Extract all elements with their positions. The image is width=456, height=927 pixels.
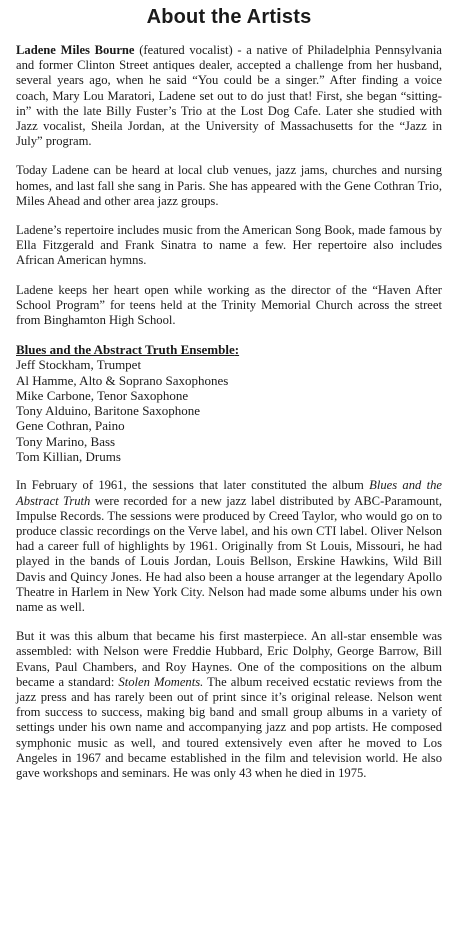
ensemble-member: Jeff Stockham, Trumpet [16, 357, 142, 373]
ensemble-heading-colon: : [234, 342, 240, 358]
bourne-paragraph-1 [16, 43, 442, 149]
album-title: Blues and the Abstract Truth [16, 478, 442, 508]
ensemble-paragraph-2-text-a: But it was this album that became his first masterpiece. An all-star ensemble was assembled: with Nelson were Freddie Hubbard, Eric Dolphy, George Barrow, Bill Evans, Paul Chambers, and Roy Haynes. One of the compositions on the album became a standard: [16, 629, 442, 689]
ensemble-member: Al Hamme, Alto & Soprano Saxophones [16, 372, 229, 388]
artist-name: Ladene Miles Bourne [16, 43, 135, 57]
ensemble-member: Tony Alduino, Baritone Saxophone [16, 403, 200, 419]
ensemble-paragraph-2-text-b: The album received ecstatic reviews from the jazz press and has rarely been out of print since it’s original release. Nelson went from success to success, making big band and small group albums in a variety of settings under his own name and accompanying jazz and pop artists. He composed symphonic music as well, and toured extensively even after he moved to Los Angeles in 1967 and became established in the film and television world. He also gave workshops and seminars. He was only 43 when he died in 1975. [16, 674, 442, 780]
page-title: About the Artists [146, 6, 312, 28]
ensemble-paragraph-1-text-a: In February of 1961, the sessions that later constituted the album [16, 478, 370, 493]
ensemble-member-list [16, 357, 442, 464]
ensemble-paragraph-1 [16, 478, 442, 615]
bourne-paragraph-2: Today Ladene can be heard at local club venues, jazz jams, churches and nursing homes, and last fall she sang in Paris. She has appeared with the Gene Cothran Trio, Miles Ahead and other area jazz groups. [16, 163, 442, 208]
bourne-paragraph-4: Ladene keeps her heart open while working as the director of the “Haven After School Program” for teens held at the Trinity Memorial Church across the street from Binghamton High School. [16, 282, 442, 328]
song-title: Stolen Moments. [118, 674, 204, 689]
ensemble-member: Mike Carbone, Tenor Saxophone [16, 387, 189, 403]
document-page [16, 6, 442, 795]
ensemble-paragraph-2 [16, 629, 442, 781]
ensemble-paragraph-1-text-b: were recorded for a new jazz label distributed by ABC-Paramount, Impulse Records. The sessions were produced by Creed Taylor, who would go on to produce classic recordings on the Verve label, and his own CTI label. Oliver Nelson had a career full of highlights by 1961. Originally from St Louis, Missouri, he had played in the bands of Louis Jordan, Louis Bellson, Erskine Hawkins, Wild Bill Davis and Quincy Jones. He had also been a house arranger at the legendary Apollo Theatre in Harlem in New York City. Nelson had made some albums under his own name as well. [16, 493, 442, 614]
ensemble-member: Tony Marino, Bass [16, 433, 116, 449]
ensemble-member: Tom Killian, Drums [16, 449, 121, 465]
ensemble-member: Gene Cothran, Paino [16, 418, 125, 434]
bourne-paragraph-1-text: (featured vocalist) - a native of Philadelphia Pennsylvania and former Clinton Street antiques dealer, accepted a challenge from her husband, several years ago, when he said “You could be a singer.” After finding a voice coach, Mary Lou Maratori, Ladene set out to do just that! First, she began “sitting-in” with the late Billy Fuster’s Trio at the Lost Dog Cafe. Later she studied with Jazz vocalist, Sheila Jordan, at the University of Massachusetts for the “Jazz in July” program. [16, 43, 442, 149]
ensemble-heading [16, 342, 442, 357]
ensemble-heading-text: Blues and the Abstract Truth Ensemble [16, 342, 235, 358]
bourne-paragraph-3: Ladene’s repertoire includes music from the American Song Book, made famous by Ella Fitzgerald and Frank Sinatra to name a few. Her repertoire also includes African American hymns. [16, 223, 442, 268]
